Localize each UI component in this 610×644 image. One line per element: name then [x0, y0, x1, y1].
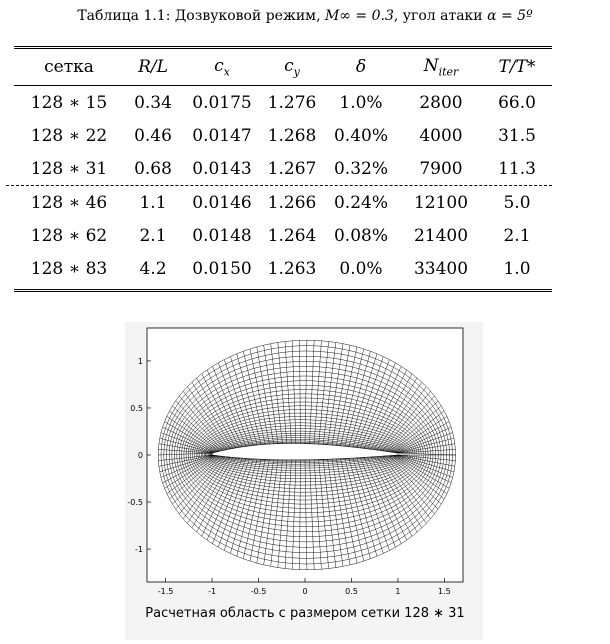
mesh-plot: [125, 322, 483, 640]
table-cell: 31.5: [498, 125, 536, 146]
table-cell: 33400: [413, 258, 469, 279]
header-niter: $N_{iter}$: [423, 55, 459, 79]
table-cell: 0.0%: [339, 258, 383, 279]
table-row: [14, 119, 552, 152]
bottom-rule: [14, 289, 552, 292]
table-cell: 0.0147: [192, 125, 252, 146]
header-rl: R/L: [138, 57, 168, 77]
y-tick-label: 1: [137, 356, 143, 366]
table-row: [14, 86, 552, 119]
table-cell: 1.264: [267, 225, 317, 246]
table-cell: 0.0148: [192, 225, 252, 246]
table-row: [14, 152, 552, 185]
x-tick-label: -1: [208, 587, 217, 596]
table-cell: 1.263: [267, 258, 317, 279]
table-caption: [0, 8, 610, 24]
table-cell: 0.34: [134, 92, 172, 113]
table-cell: 1.266: [267, 192, 317, 213]
table-cell: 11.3: [498, 158, 536, 179]
table-cell: 128 ∗ 22: [30, 125, 108, 146]
table-cell: 0.32%: [333, 158, 388, 179]
table-cell: 2.1: [503, 225, 531, 246]
table-cell: 0.08%: [333, 225, 388, 246]
table-cell: 21400: [413, 225, 469, 246]
x-tick-label: -1.5: [157, 587, 174, 596]
table-row: [14, 252, 552, 285]
table-cell: 0.68: [134, 158, 172, 179]
mesh-figure: [125, 322, 483, 640]
table-cell: 2.1: [139, 225, 167, 246]
table-cell: 5.0: [503, 192, 531, 213]
x-tick-label: 0: [302, 587, 308, 596]
table-cell: 128 ∗ 31: [30, 158, 108, 179]
y-tick-label: 0: [137, 451, 143, 460]
table-cell: 128 ∗ 46: [30, 192, 108, 213]
table-cell: 0.46: [134, 125, 172, 146]
table-cell: 0.0146: [192, 192, 252, 213]
caption-mid: , угол атаки: [393, 8, 488, 24]
table-body: [14, 86, 552, 285]
table-cell: 12100: [413, 192, 469, 213]
table-cell: 128 ∗ 83: [30, 258, 108, 279]
y-tick-label: -0.5: [127, 498, 143, 508]
header-time: T/T*: [498, 57, 536, 77]
table-cell: 0.24%: [333, 192, 388, 213]
table-cell: 1.276: [267, 92, 317, 113]
table-cell: 0.0175: [192, 92, 252, 113]
table-row: [14, 186, 552, 219]
caption-mach: M∞ = 0.3: [324, 8, 394, 24]
table-cell: 2800: [419, 92, 463, 113]
caption-text: Таблица 1.1: Дозвуковой режим,: [77, 8, 325, 24]
x-tick-label: 0.5: [345, 587, 358, 596]
y-tick-label: -1: [135, 545, 143, 555]
results-table: [14, 46, 552, 292]
table-cell: 0.40%: [333, 125, 388, 146]
table-cell: 66.0: [498, 92, 536, 113]
table-header-row: [14, 49, 552, 85]
table-cell: 0.0143: [192, 158, 252, 179]
header-delta: δ: [355, 57, 367, 77]
figure-caption: Расчетная область с размером сетки 128 ∗ 31: [145, 606, 465, 621]
table-cell: 7900: [419, 158, 463, 179]
table-cell: 4.2: [139, 258, 167, 279]
y-tick-label: 0.5: [130, 403, 143, 413]
table-cell: 1.267: [267, 158, 317, 179]
header-cx: $c_x$: [214, 55, 230, 79]
table-cell: 1.0: [503, 258, 531, 279]
x-tick-label: 1.5: [438, 587, 451, 596]
table-cell: 0.0150: [192, 258, 252, 279]
table-row: [14, 219, 552, 252]
x-tick-label: 1: [395, 587, 401, 596]
caption-alpha: α = 5º: [487, 8, 533, 24]
table-cell: 128 ∗ 15: [30, 92, 108, 113]
header-grid: сетка: [44, 57, 94, 77]
table-cell: 128 ∗ 62: [30, 225, 108, 246]
table-cell: 1.1: [139, 192, 167, 213]
table-cell: 4000: [419, 125, 463, 146]
table-cell: 1.0%: [339, 92, 383, 113]
header-cy: $c_y$: [284, 55, 300, 79]
table-cell: 1.268: [267, 125, 317, 146]
x-tick-label: -0.5: [250, 587, 267, 596]
